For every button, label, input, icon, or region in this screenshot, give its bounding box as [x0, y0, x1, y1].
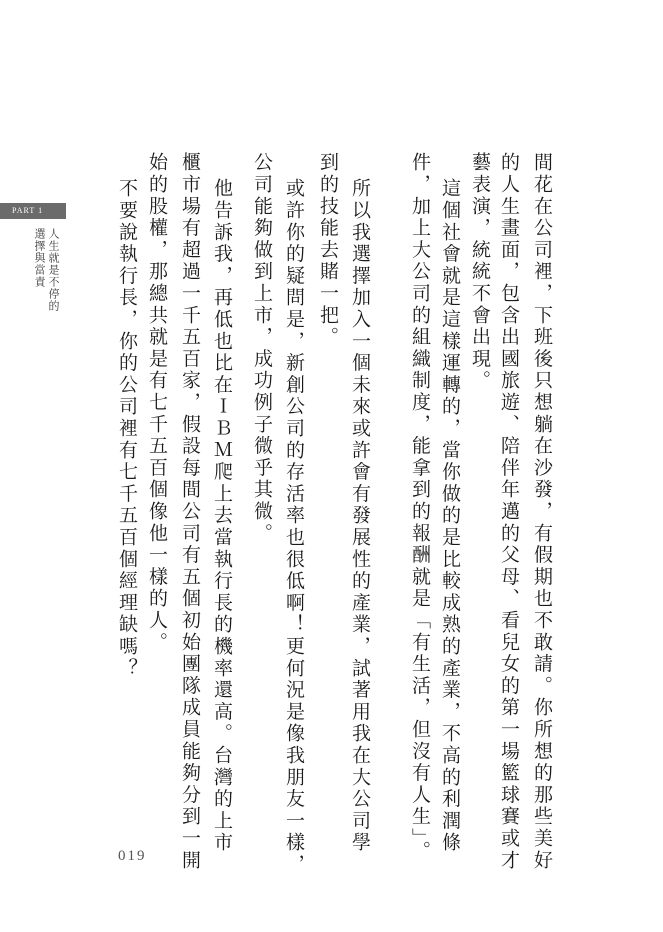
text-column: 的人生畫面，包含出國旅遊、陪伴年邁的父母、看兒女的第一場籃球賽或才	[498, 152, 520, 872]
chapter-subtitle-line-1: 人生就是不停的	[47, 228, 60, 312]
text-column: 他告訴我，再低也比在ＩＢＭ爬上去當執行長的機率還高。台灣的上市	[211, 178, 233, 854]
text-column: 件，加上大公司的組織制度，能拿到的報酬就是「有生活，但沒有人生」。	[409, 152, 431, 862]
text-column: 始的股權，那總共就是有七千五百個像他一樣的人。	[146, 152, 168, 654]
text-column: 藝表演，統統不會出現。	[469, 152, 491, 392]
text-column: 這個社會就是這樣運轉的，當你做的是比較成熟的產業，不高的利潤條	[439, 178, 461, 854]
chapter-subtitle-line-2: 選擇與當責	[33, 228, 46, 288]
text-column: 公司能夠做到上市，成功例子微乎其微。	[251, 152, 273, 545]
text-column: 所以我選擇加入一個未來或許會有發展性的產業，試著用我在大公司學	[349, 178, 371, 854]
text-column: 或許你的疑問是，新創公司的存活率也很低啊！更何況是像我朋友一樣，	[283, 178, 305, 876]
text-column: 櫃市場有超過一千五百家，假設每間公司有五個初始團隊成員能夠分到一開	[179, 152, 201, 872]
text-column: 到的技能去賭一把。	[317, 152, 339, 349]
part-tab: PART 1	[0, 203, 66, 219]
page-number: 019	[118, 848, 147, 864]
text-column: 間花在公司裡，下班後只想躺在沙發，有假期也不敢請。你所想的那些美好	[531, 152, 553, 872]
text-column: 不要說執行長，你的公司裡有七千五百個經理缺嗎？	[116, 178, 138, 680]
